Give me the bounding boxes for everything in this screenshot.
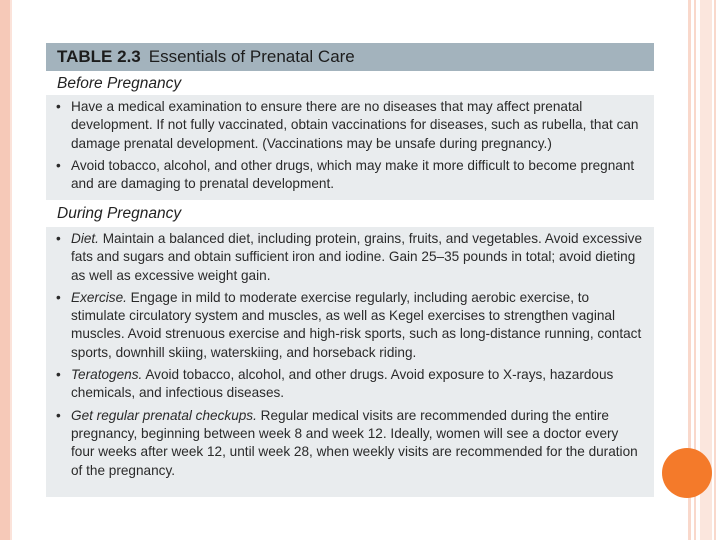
list-item-text: Avoid tobacco, alcohol, and other drugs, which may make it more difficult to become pregnant and are damaging to prenatal development. [71,157,635,192]
list-item-text: Teratogens. Avoid tobacco, alcohol, and other drugs. Avoid exposure to X-rays, hazardous chemicals, and infectious diseases. [71,367,614,401]
prenatal-care-table [46,43,654,497]
list-item [56,98,644,153]
list-item-text: Have a medical examination to ensure there are no diseases that may affect prenatal development. If not fully vaccinated, obtain vaccinations for diseases, such as rubella, that can damage prenatal development. (Vaccinations may be unsafe during pregnancy.) [71,99,639,151]
list-item [56,230,644,285]
bullet-icon: • [56,157,61,173]
slide-right-stripe [714,0,716,540]
bullet-icon: • [56,231,61,246]
bullet-icon: • [56,407,61,423]
bullet-icon: • [56,99,61,114]
list-item [56,157,644,194]
slide-left-border [0,0,10,540]
table-title-bar [46,43,654,71]
slide-left-border-line [10,0,12,540]
bullet-icon: • [56,367,61,383]
table-title: Essentials of Prenatal Care [148,47,355,66]
accent-circle [662,448,712,498]
section-body-before [46,95,654,200]
bullet-icon: • [56,289,61,305]
list-item-text: Get regular prenatal checkups. Regular medical visits are recommended during the entire pregnancy, beginning between week 8 and week 12. Ideally, women will see a doctor every four weeks after week 12, until week 28, when weekly visits are recommended for the duration of the pregnancy. [71,407,638,478]
section-heading-during: During Pregnancy [46,200,654,227]
list-item [56,289,644,362]
list-item [56,407,644,480]
list-item-text: Diet. Maintain a balanced diet, including protein, grains, fruits, and vegetables. Avoid excessive fats and sugars and obtain sufficient iron and iodine. Gain 25–35 pounds in total; avoid dieting as well as excessive weight gain. [71,231,643,283]
table-number: TABLE 2.3 [57,47,141,66]
section-body-during [46,227,654,497]
list-item-text: Exercise. Engage in mild to moderate exercise regularly, including aerobic exercise, to stimulate circulatory system and muscles, as well as Kegel exercises to strengthen vaginal muscles. Avoid strenuous exercise and high-risk sports, such as long-distance running, contact sports, downhill skiing, waterskiing, and horseback riding. [71,289,642,360]
section-heading-before: Before Pregnancy [46,71,654,95]
list-item [56,366,644,403]
